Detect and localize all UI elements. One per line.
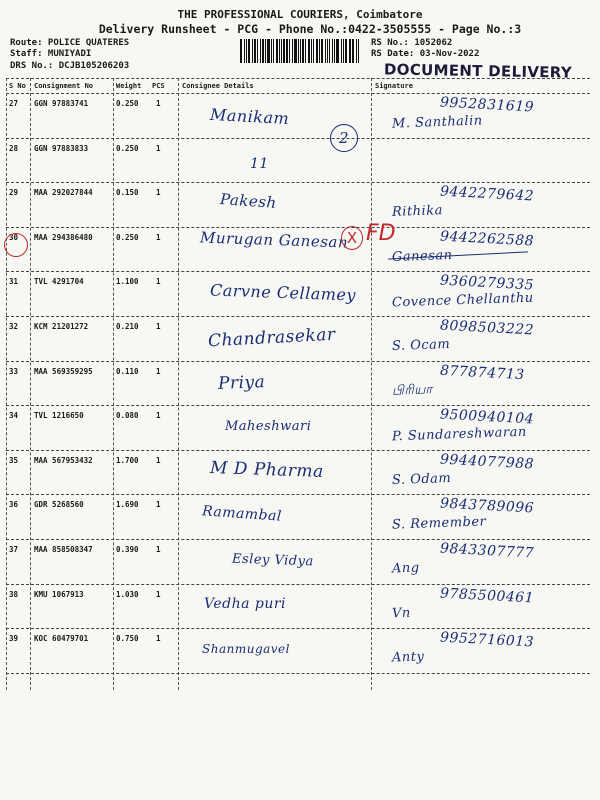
row-consignee-handwriting: Maheshwari	[225, 419, 312, 435]
col-divider	[113, 78, 114, 690]
row-signature-handwriting: P. Sundareshwaran	[391, 424, 528, 445]
row-signature-handwriting: Covence Chellanthu	[391, 290, 534, 311]
row-phone-handwriting: 9442262588	[439, 228, 535, 250]
row-pcs: 1	[156, 188, 161, 198]
row-divider	[6, 182, 590, 183]
row-pcs: 1	[156, 232, 161, 242]
barcode-bar	[358, 39, 359, 63]
row-weight: 1.700	[116, 455, 139, 465]
table-top-rule	[6, 78, 590, 79]
barcode-bar	[311, 39, 312, 63]
col-header-signature: Signature	[375, 82, 413, 90]
row-phone-handwriting: 8098503222	[439, 317, 535, 339]
row-pcs: 1	[156, 545, 161, 554]
row-signature-handwriting: Anty	[391, 649, 425, 666]
row-consignee-handwriting: Carvne Cellamey	[209, 280, 357, 305]
barcode-bar	[352, 39, 354, 63]
col-divider	[371, 78, 372, 690]
barcode-bar	[308, 39, 310, 63]
row-weight: 1.690	[116, 500, 139, 510]
row-divider	[6, 494, 590, 495]
row-sno: 31	[9, 277, 19, 287]
row-pcs: 1	[156, 99, 161, 108]
row-divider	[6, 361, 590, 362]
row-weight: 0.210	[116, 322, 139, 331]
row-divider	[6, 271, 590, 272]
row-sno: 27	[9, 99, 19, 108]
row-consignment-no: GDR 5268560	[34, 500, 84, 510]
row-consignee-handwriting: Murugan Ganesan	[199, 228, 349, 252]
col-header-consignment: Consignment No	[34, 82, 94, 90]
row-sno: 36	[9, 500, 19, 510]
row-weight: 0.250	[116, 232, 139, 242]
row-weight: 0.110	[116, 366, 139, 376]
row-phone-handwriting: 9843307777	[439, 540, 535, 562]
row-signature-handwriting: பிரியா	[391, 381, 433, 399]
row-sno: 34	[9, 411, 19, 421]
row-phone-handwriting: 9360279335	[439, 272, 535, 294]
row-weight: 0.150	[116, 188, 139, 198]
row-consignee-handwriting: Ramambal	[201, 503, 283, 526]
row-consignment-no: MAA 858508347	[34, 545, 93, 554]
row-consignment-no: MAA 567953432	[34, 455, 93, 465]
row-divider	[6, 405, 590, 406]
col-divider	[6, 78, 7, 690]
row-consignee-handwriting: Priya	[217, 371, 266, 394]
barcode-bar	[265, 39, 266, 63]
row-consignment-no: KCM 21201272	[34, 322, 89, 331]
runsheet-title: Delivery Runsheet - PCG - Phone No.:0422-3505555 - Page No.:3	[98, 22, 522, 36]
row-consignment-no: KMU 1067913	[34, 589, 84, 599]
barcode-bar	[332, 39, 334, 63]
barcode-bar	[267, 39, 270, 63]
row30-cross-mark: X	[341, 226, 363, 250]
barcode-bar	[292, 39, 293, 63]
barcode-bar	[283, 39, 285, 63]
barcode-bar	[248, 39, 251, 63]
barcode-bar	[300, 39, 301, 63]
barcode-bar	[298, 39, 299, 63]
row-consignment-no: KOC 60479701	[34, 634, 89, 644]
row-consignee-handwriting: Pakesh	[219, 190, 278, 213]
barcode-bar	[279, 39, 280, 63]
row-consignment-no: TVL 4291704	[34, 277, 84, 287]
row-pcs: 1	[156, 366, 161, 376]
row-sno: 32	[9, 322, 19, 331]
row-consignee-handwriting: M D Pharma	[209, 457, 325, 482]
row-consignment-no: TVL 1216650	[34, 411, 84, 421]
row-pcs: 1	[156, 589, 161, 599]
row-phone-handwriting: 9442279642	[439, 183, 535, 205]
barcode-bar	[276, 39, 278, 63]
barcode	[240, 39, 360, 63]
row-divider	[6, 316, 590, 317]
barcode-bar	[341, 39, 342, 63]
barcode-bar	[327, 39, 328, 63]
barcode-bar	[313, 39, 314, 63]
row-signature-handwriting: Vn	[391, 605, 412, 621]
barcode-bar	[271, 39, 272, 63]
row-sno: 33	[9, 366, 19, 376]
row-weight: 1.030	[116, 589, 139, 599]
barcode-bar	[302, 39, 304, 63]
row-consignee-handwriting: Chandrasekar	[207, 324, 336, 352]
row-divider	[6, 628, 590, 629]
barcode-bar	[336, 39, 339, 63]
row-pcs: 1	[156, 143, 161, 153]
barcode-bar	[254, 39, 256, 63]
row-weight: 0.080	[116, 411, 139, 421]
row-consignment-no: MAA 292027844	[34, 188, 93, 198]
row-sno: 30	[9, 232, 19, 242]
barcode-bar	[281, 39, 282, 63]
row-signature-handwriting: Rithika	[391, 203, 444, 221]
row-sno: 39	[9, 634, 19, 644]
barcode-bar	[262, 39, 264, 63]
barcode-bar	[345, 39, 347, 63]
row-consignment-no: GGN 97883833	[34, 143, 89, 153]
row-phone-handwriting: 9952831619	[439, 94, 535, 116]
col-divider	[178, 78, 179, 690]
barcode-bar	[244, 39, 245, 63]
row-sno: 28	[9, 143, 19, 153]
barcode-bar	[294, 39, 297, 63]
row-pcs: 1	[156, 500, 161, 510]
row-consignee-handwriting: Manikam	[209, 104, 290, 129]
barcode-bar	[319, 39, 320, 63]
row-pcs: 1	[156, 411, 161, 421]
company-title: THE PROFESSIONAL COURIERS, Coimbatore	[177, 8, 423, 21]
row-phone-handwriting: 9500940104	[439, 406, 535, 428]
row-phone-handwriting: 9952716013	[439, 629, 535, 651]
barcode-bar	[246, 39, 247, 63]
barcode-bar	[349, 39, 350, 63]
row-consignment-no: GGN 97883741	[34, 99, 89, 108]
row-divider	[6, 138, 590, 139]
row-signature-handwriting: Ganesan	[391, 247, 453, 265]
col-header-sno: S No	[9, 82, 26, 90]
barcode-bar	[286, 39, 288, 63]
col-divider	[30, 78, 31, 690]
row-consignee-handwriting: 11	[250, 155, 269, 172]
rs-number: RS No.: 1052062	[371, 38, 453, 48]
row-signature-handwriting: S. Ocam	[391, 336, 451, 355]
row30-fd-mark: FD	[366, 221, 396, 246]
drs-number: DRS No.: DCJB105206203	[10, 61, 130, 71]
row-pcs: 1	[156, 455, 161, 465]
barcode-bar	[305, 39, 306, 63]
row-divider	[6, 673, 590, 674]
row-pcs: 1	[156, 634, 161, 644]
row-consignment-no: MAA 294386480	[34, 232, 93, 242]
row-phone-handwriting: 877874713	[439, 362, 526, 383]
staff-label: Staff: MUNIYADI	[10, 49, 92, 59]
row-sno: 38	[9, 589, 19, 599]
col-header-pcs: PCS	[152, 82, 165, 90]
barcode-bar	[240, 39, 242, 63]
row-signature-handwriting: Ang	[391, 560, 420, 577]
barcode-bar	[289, 39, 290, 63]
row-consignee-handwriting: Vedha puri	[204, 595, 287, 612]
row-pcs: 1	[156, 322, 161, 331]
row-weight: 0.250	[116, 99, 139, 108]
row-weight: 0.390	[116, 545, 139, 554]
col-header-weight: Weight	[116, 82, 142, 90]
row30-circle-mark	[4, 233, 28, 257]
route-label: Route: POLICE QUATERES	[10, 38, 130, 48]
barcode-bar	[325, 39, 326, 63]
barcode-bar	[316, 39, 319, 63]
barcode-bar	[334, 39, 335, 63]
row-signature-handwriting: S. Odam	[391, 470, 452, 488]
barcode-bar	[260, 39, 261, 63]
row-weight: 0.750	[116, 634, 139, 644]
barcode-bar	[329, 39, 330, 63]
barcode-bar	[356, 39, 357, 63]
row-sno: 29	[9, 188, 19, 198]
row-consignment-no: MAA 569359295	[34, 366, 93, 376]
row-divider	[6, 584, 590, 585]
row-pcs: 1	[156, 277, 161, 287]
row-divider	[6, 227, 590, 228]
barcode-bar	[343, 39, 344, 63]
row-divider	[6, 539, 590, 540]
document-delivery-stamp: DOCUMENT DELIVERY	[383, 60, 573, 82]
row-sno: 37	[9, 545, 19, 554]
row-divider	[6, 450, 590, 451]
row-signature-handwriting: S. Remember	[391, 514, 487, 534]
row-weight: 1.100	[116, 277, 139, 287]
row-signature-handwriting: M. Santhalin	[391, 113, 483, 132]
row-phone-handwriting: 9785500461	[439, 585, 535, 607]
row-phone-handwriting: 9944077988	[439, 451, 535, 473]
barcode-bar	[257, 39, 258, 63]
barcode-bar	[252, 39, 253, 63]
row-weight: 0.250	[116, 143, 139, 153]
table-header-rule	[6, 93, 590, 94]
barcode-bar	[350, 39, 351, 63]
barcode-bar	[273, 39, 274, 63]
row27-circled-mark: 2	[330, 124, 358, 152]
row-sno: 35	[9, 455, 19, 465]
col-header-consignee: Consignee Details	[182, 82, 254, 90]
row-consignee-handwriting: Esley Vidya	[231, 551, 314, 570]
barcode-bar	[321, 39, 323, 63]
row-phone-handwriting: 9843789096	[439, 495, 535, 517]
rs-date: RS Date: 03-Nov-2022	[371, 49, 480, 59]
row-consignee-handwriting: Shanmugavel	[202, 642, 290, 657]
